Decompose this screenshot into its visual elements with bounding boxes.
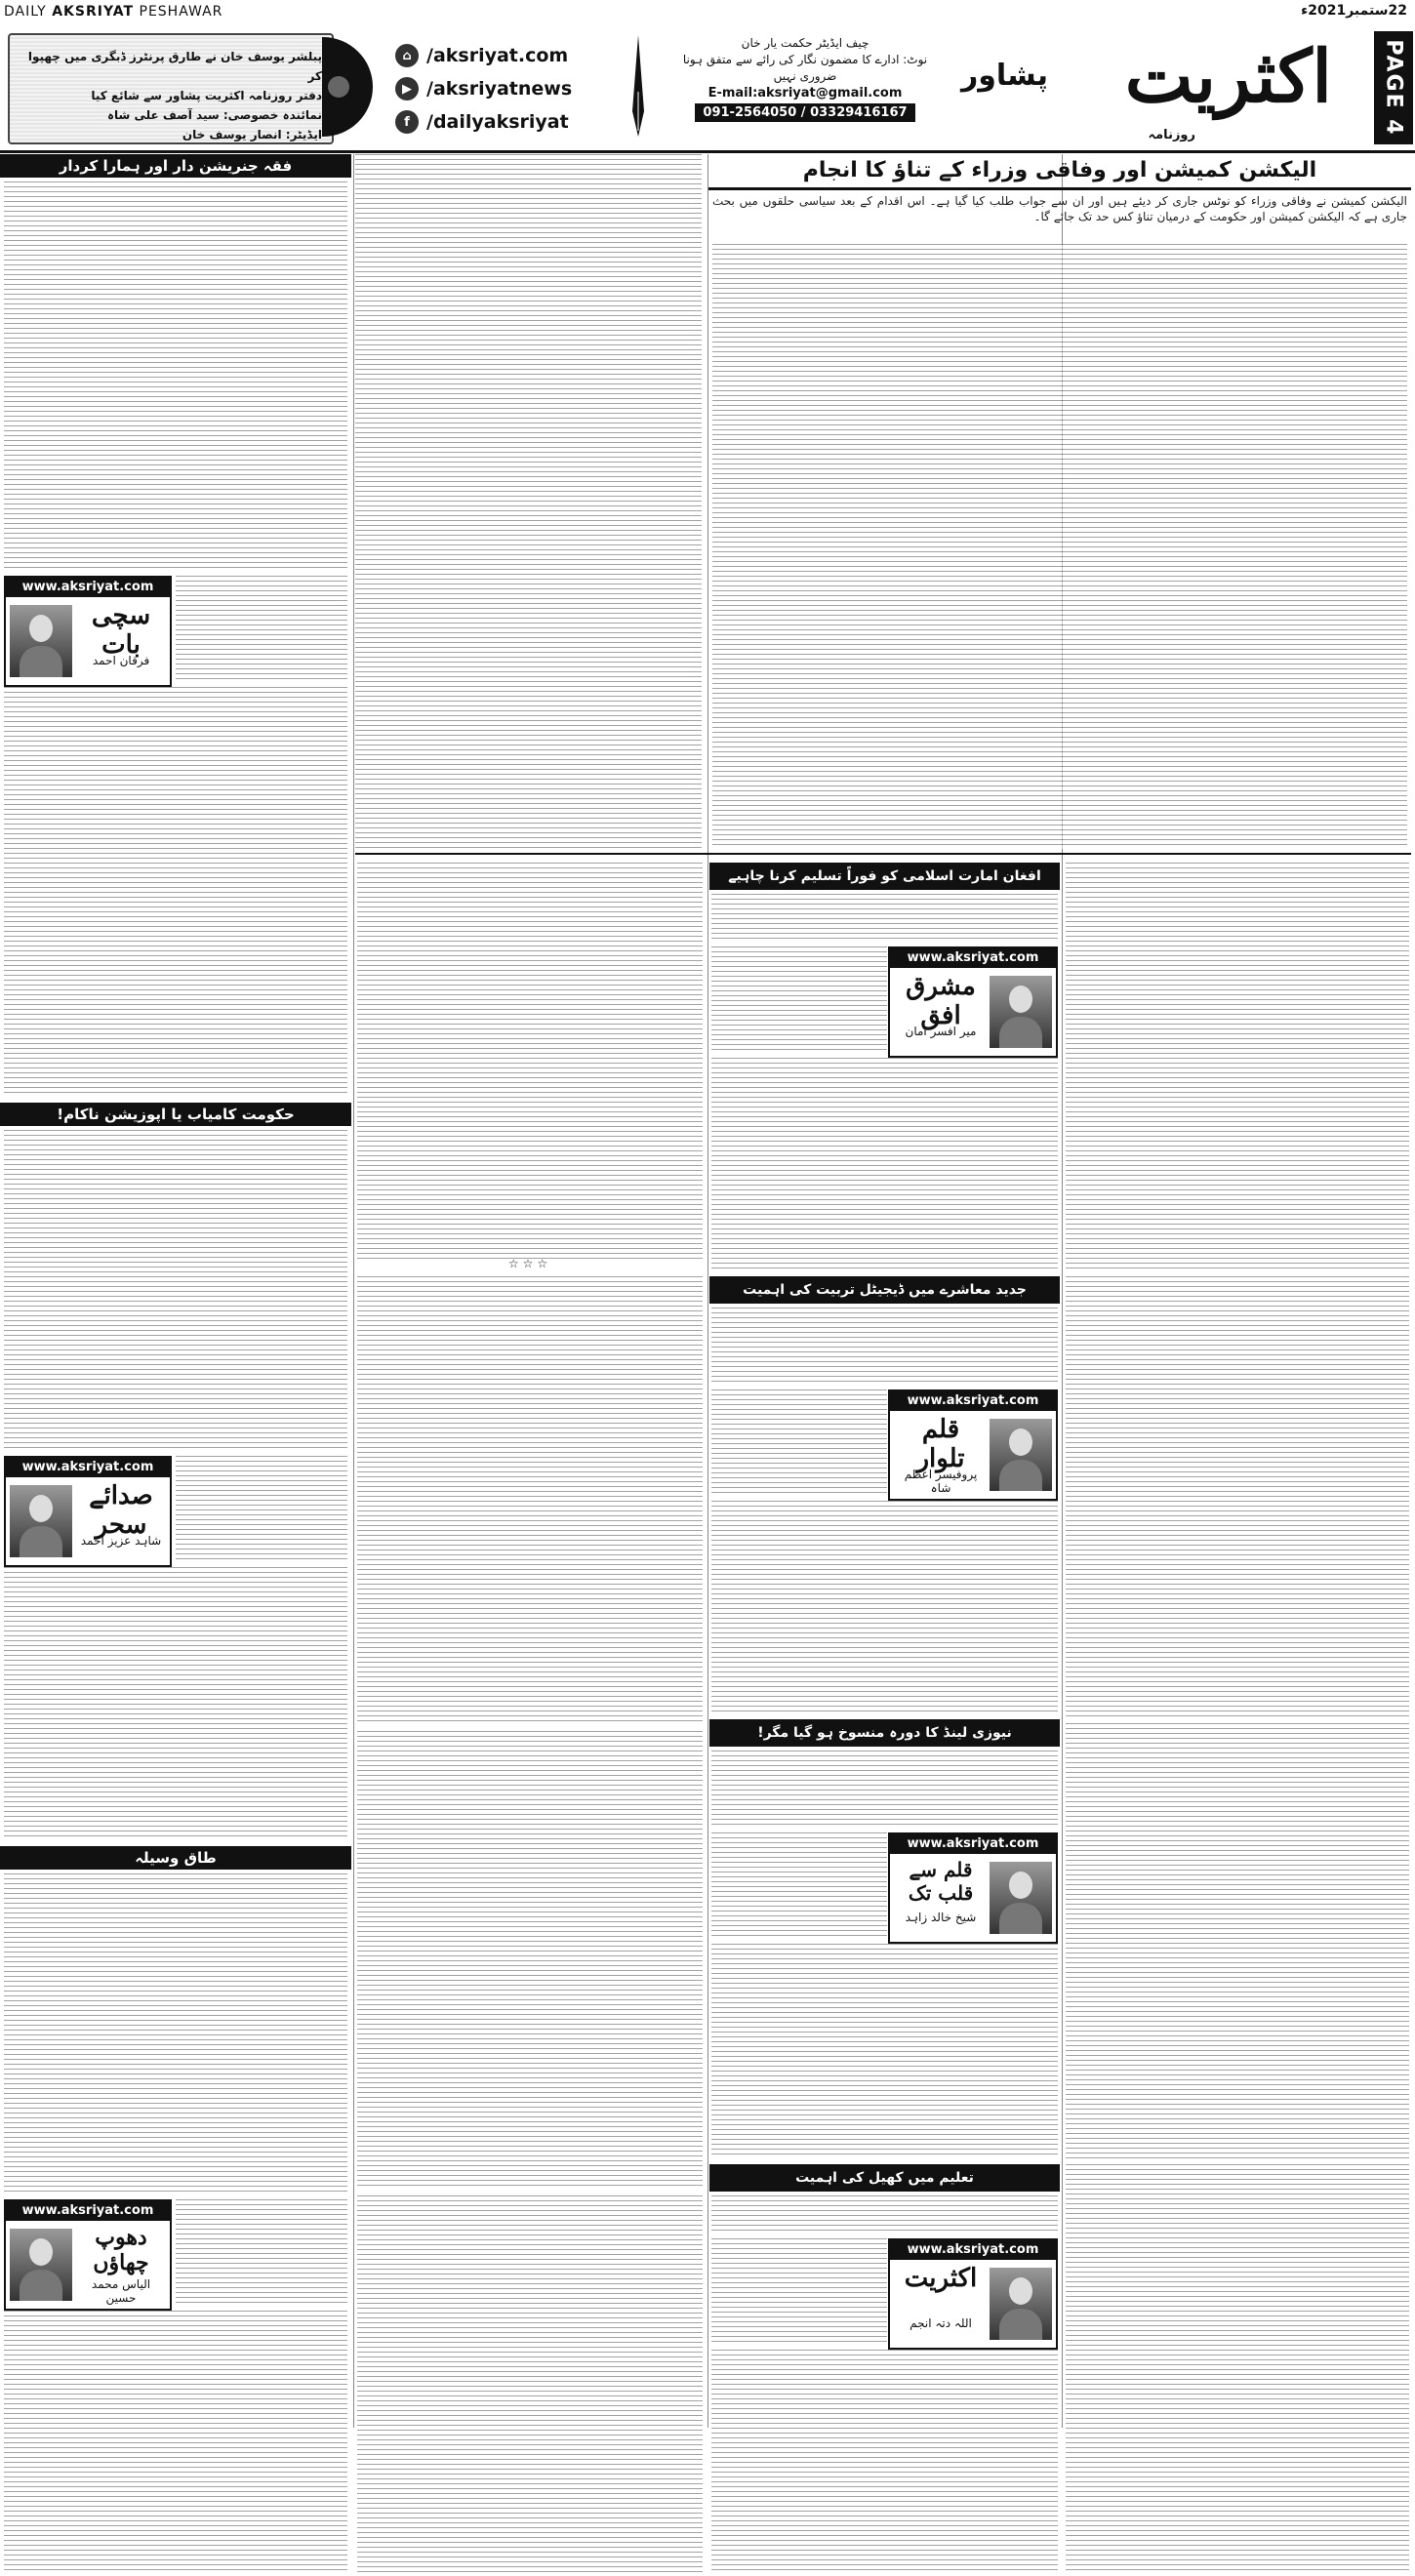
author-name: اللہ دتہ انجم bbox=[910, 2316, 972, 2330]
column-name: دھوپ چھاؤں bbox=[93, 2225, 149, 2275]
column-title: افغان امارت اسلامی کو فوراً تسلیم کرنا چاہیے bbox=[709, 863, 1060, 890]
article-body bbox=[711, 2195, 1058, 2234]
article-body bbox=[711, 1308, 1058, 1386]
publisher-line: ایڈیٹر: انصار یوسف خان bbox=[182, 128, 322, 141]
website-link[interactable]: ⌂ /aksriyat.com bbox=[395, 39, 620, 72]
article-body bbox=[176, 1456, 347, 1563]
badge-url: www.aksriyat.com bbox=[6, 578, 170, 597]
column-title: طاق وسیلہ bbox=[0, 1846, 351, 1870]
issue-date: 22ستمبر2021ء bbox=[1301, 3, 1407, 19]
badge-url: www.aksriyat.com bbox=[890, 2240, 1056, 2260]
columnist-photo bbox=[990, 1862, 1052, 1934]
column-name: قلم تلوار bbox=[916, 1415, 965, 1473]
columnist-badge bbox=[888, 2238, 1058, 2350]
chief-editor: چیف ایڈیٹر حکمت یار خان bbox=[741, 36, 869, 50]
social-links bbox=[395, 39, 620, 139]
author-name: شیخ خالد زاہد bbox=[905, 1911, 977, 1924]
facebook-link[interactable]: f /dailyaksriyat bbox=[395, 105, 620, 139]
column-title: فقہ جنریشن دار اور ہمارا کردار bbox=[0, 154, 351, 178]
article-body bbox=[1066, 863, 1409, 1272]
article-body bbox=[4, 2311, 347, 2574]
publisher-line: نمائندہ خصوصی: سید آصف علی شاہ bbox=[106, 108, 322, 122]
author-name: الیاس محمد حسین bbox=[91, 2277, 151, 2305]
column-title: جدید معاشرے میں ڈیجیٹل تربیت کی اہمیت bbox=[709, 1276, 1060, 1304]
article-body bbox=[711, 894, 1058, 943]
paper-name: DAILY AKSRIYAT PESHAWAR bbox=[4, 4, 223, 20]
badge-url: www.aksriyat.com bbox=[6, 1458, 170, 1477]
logo-city: پشاور bbox=[961, 59, 1048, 93]
editorial-body bbox=[712, 244, 1407, 849]
columnist-badge bbox=[4, 2199, 172, 2311]
badge-url: www.aksriyat.com bbox=[890, 1834, 1056, 1854]
decorative-disc bbox=[322, 37, 373, 137]
masthead bbox=[0, 25, 1415, 153]
author-name: پروفیسر اعظم شاہ bbox=[904, 1468, 978, 1495]
column-title: نیوزی لینڈ کا دورہ منسوخ ہو گیا مگر! bbox=[709, 1719, 1060, 1747]
columnist-badge bbox=[888, 1832, 1058, 1944]
article-body bbox=[711, 1944, 1058, 2158]
columnist-badge bbox=[4, 576, 172, 687]
logo-text: اکثریت bbox=[1124, 35, 1332, 119]
youtube-link[interactable]: ▶ /aksriyatnews bbox=[395, 72, 620, 105]
article-body bbox=[711, 1501, 1058, 1715]
author-name: میر افسر امان bbox=[905, 1025, 977, 1038]
globe-icon: ⌂ bbox=[395, 44, 419, 67]
facebook-icon: f bbox=[395, 110, 419, 134]
newspaper-logo bbox=[961, 31, 1342, 144]
author-name: فرقان احمد bbox=[92, 654, 150, 667]
article-body bbox=[176, 2199, 347, 2307]
column-name: سچی بات bbox=[91, 601, 151, 660]
column-rule bbox=[353, 154, 354, 2428]
column-name: اکثریت bbox=[904, 2264, 978, 2293]
article-body bbox=[711, 946, 887, 1054]
column-name: مشرق افق bbox=[906, 972, 976, 1030]
badge-url: www.aksriyat.com bbox=[890, 1391, 1056, 1411]
article-body bbox=[4, 1567, 347, 1840]
publisher-line: دفتر روزنامہ اکثریت پشاور سے شائع کیا bbox=[91, 89, 322, 102]
badge-url: www.aksriyat.com bbox=[6, 2201, 170, 2221]
article-body bbox=[711, 1058, 1058, 1272]
article-body bbox=[711, 2238, 887, 2346]
article-body bbox=[711, 1751, 1058, 1829]
email-address[interactable]: E-mail:aksriyat@gmail.com bbox=[708, 86, 903, 101]
columnist-photo bbox=[10, 1485, 72, 1557]
columnist-photo bbox=[990, 2268, 1052, 2340]
article-body bbox=[357, 1276, 703, 1725]
article-body bbox=[357, 1731, 703, 2190]
publisher-box bbox=[8, 33, 334, 144]
column-name: صدائے سحر bbox=[89, 1481, 153, 1540]
editorial-lead: الیکشن کمیشن نے وفاقی وزراء کو نوٹس جاری کر دیئے ہیں اور ان سے جواب طلب کیا گیا ہے۔ اس اقدام کے بعد سیاسی حلقوں میں بحث جاری ہے کہ الیکشن کمیشن اور حکومت کے درمیان تناؤ کس حد تک جائے گا۔ bbox=[712, 194, 1407, 223]
columnist-photo bbox=[10, 605, 72, 677]
article-body bbox=[1066, 2164, 1409, 2574]
article-body bbox=[711, 1389, 887, 1497]
article-body bbox=[711, 2350, 1058, 2574]
contact-box bbox=[664, 35, 947, 142]
youtube-icon: ▶ bbox=[395, 77, 419, 101]
article-body bbox=[4, 687, 347, 1097]
article-body bbox=[357, 863, 703, 1263]
columnist-photo bbox=[990, 1419, 1052, 1491]
editorial-headline: الیکشن کمیشن اور وفاقی وزراء کے تناؤ کا انجام bbox=[708, 154, 1411, 190]
article-body bbox=[357, 2195, 703, 2576]
columnist-badge bbox=[4, 1456, 172, 1567]
columnist-photo bbox=[990, 976, 1052, 1048]
author-name: شاہد عزیز احمد bbox=[80, 1534, 162, 1548]
badge-url: www.aksriyat.com bbox=[890, 948, 1056, 968]
editorial-body bbox=[355, 154, 702, 849]
columnist-badge bbox=[888, 1389, 1058, 1501]
article-body bbox=[4, 1130, 347, 1452]
article-body bbox=[4, 181, 347, 572]
column-title: حکومت کامیاب یا اپوزیشن ناکام! bbox=[0, 1103, 351, 1126]
end-stars: ☆☆☆ bbox=[507, 1257, 552, 1270]
pen-icon bbox=[627, 33, 650, 141]
section-divider bbox=[355, 853, 1411, 855]
article-body bbox=[1066, 1723, 1409, 2160]
article-body bbox=[176, 576, 347, 683]
publisher-line: پبلشر یوسف خان نے طارق پرنٹرز ڈبگری میں چھپوا کر bbox=[27, 50, 322, 83]
column-name: قلم سے قلب تک bbox=[908, 1858, 974, 1905]
article-body bbox=[1066, 1276, 1409, 1719]
logo-rozname: روزنامہ bbox=[1148, 128, 1195, 142]
columnist-photo bbox=[10, 2229, 72, 2301]
disclaimer: نوٹ: ادارے کا مضمون نگار کی رائے سے متفق ہونا ضروری نہیں bbox=[682, 53, 928, 83]
article-body bbox=[4, 1873, 347, 2195]
phone-numbers: 091-2564050 / 03329416167 bbox=[695, 103, 914, 122]
left-column bbox=[0, 154, 351, 2305]
columnist-badge bbox=[888, 946, 1058, 1058]
page-number-tag: PAGE 4 bbox=[1374, 31, 1413, 144]
column-title: تعلیم میں کھیل کی اہمیت bbox=[709, 2164, 1060, 2192]
top-strip bbox=[0, 0, 1415, 25]
article-body bbox=[711, 1832, 887, 1940]
